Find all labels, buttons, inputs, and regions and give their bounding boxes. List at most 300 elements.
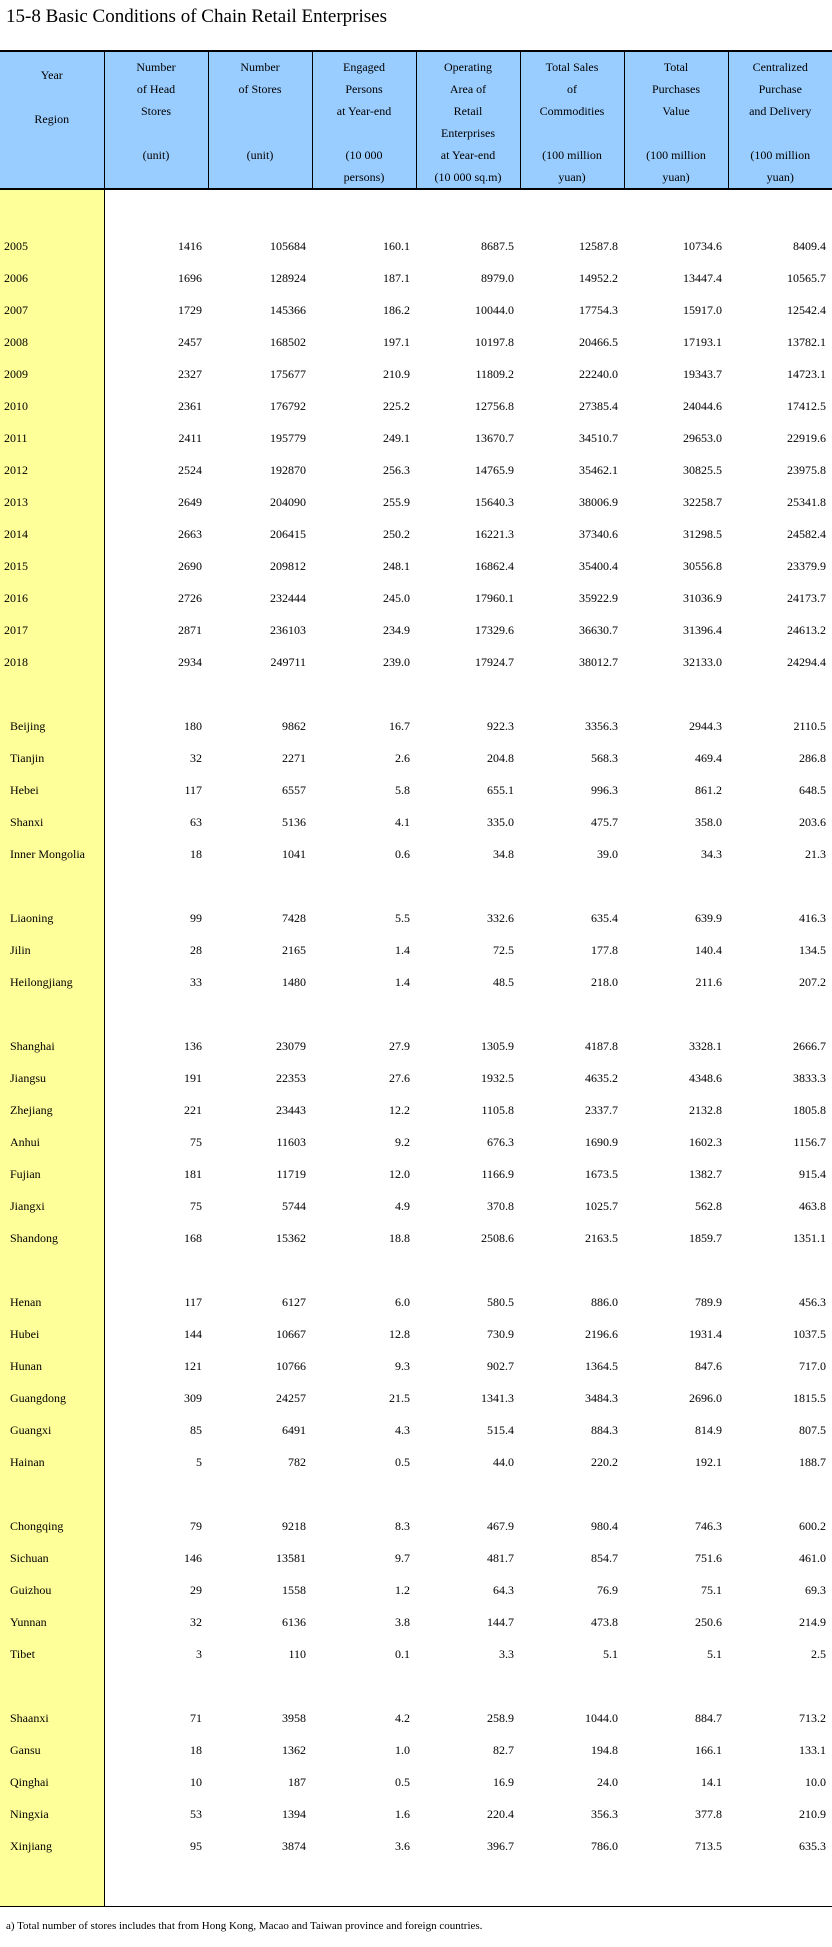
region-row: [0, 1798, 832, 1830]
table-cell: 31298.5: [683, 526, 722, 541]
table-cell: 1859.7: [689, 1230, 722, 1245]
table-cell: 3874: [282, 1838, 306, 1853]
region-row: [0, 1286, 832, 1318]
table-cell: 6136: [282, 1614, 306, 1629]
table-cell: 8687.5: [481, 238, 514, 253]
table-cell: 9.2: [395, 1134, 410, 1149]
region-label: Gansu: [0, 1734, 104, 1766]
spacer-cell: [728, 678, 832, 710]
spacer-cell: [728, 189, 832, 230]
table-cell: 2690: [178, 558, 202, 573]
column-header-line: Engaged: [343, 60, 385, 74]
table-cell: 10667: [276, 1326, 306, 1341]
table-cell: 1480: [282, 974, 306, 989]
table-cell: 99: [190, 910, 202, 925]
table-cell: 14.1: [701, 1774, 722, 1789]
table-cell: 72.5: [493, 942, 514, 957]
region-label: Yunnan: [0, 1606, 104, 1638]
table-cell: 1382.7: [689, 1166, 722, 1181]
table-cell: 4635.2: [585, 1070, 618, 1085]
spacer-cell: [208, 870, 312, 902]
table-cell: 221: [184, 1102, 202, 1117]
year-label: 2011: [0, 422, 104, 454]
column-header-line: of: [567, 82, 577, 96]
table-cell: 884.3: [591, 1422, 618, 1437]
spacer-cell: [312, 1670, 416, 1702]
table-cell: 0.1: [395, 1646, 410, 1661]
table-cell: 30556.8: [683, 558, 722, 573]
table-cell: 5744: [282, 1198, 306, 1213]
year-label: 2018: [0, 646, 104, 678]
table-cell: 13782.1: [787, 334, 826, 349]
table-cell: 1351.1: [793, 1230, 826, 1245]
column-header-line: yuan): [662, 170, 690, 184]
table-cell: 4187.8: [585, 1038, 618, 1053]
spacer-cell: [520, 1254, 624, 1286]
column-header: [624, 51, 728, 189]
region-row: [0, 1606, 832, 1638]
table-cell: 34.8: [493, 846, 514, 861]
header-label-line: [0, 86, 104, 108]
table-cell: 218.0: [591, 974, 618, 989]
table-cell: 25341.8: [787, 494, 826, 509]
table-cell: 5.5: [395, 910, 410, 925]
table-cell: 3.6: [395, 1838, 410, 1853]
table-cell: 12.8: [389, 1326, 410, 1341]
table-cell: 250.2: [383, 526, 410, 541]
table-cell: 5.8: [395, 782, 410, 797]
spacer-row: [0, 1862, 832, 1907]
table-cell: 370.8: [487, 1198, 514, 1213]
region-row: [0, 1542, 832, 1574]
table-cell: 1156.7: [793, 1134, 826, 1149]
table-cell: 27.6: [389, 1070, 410, 1085]
table-cell: 286.8: [799, 750, 826, 765]
table-cell: 13670.7: [475, 430, 514, 445]
year-row: [0, 486, 832, 518]
table-cell: 4.9: [395, 1198, 410, 1213]
spacer-cell: [0, 678, 104, 710]
column-header-line: (100 million: [542, 148, 602, 162]
table-cell: 24294.4: [787, 654, 826, 669]
table-cell: 34.3: [701, 846, 722, 861]
table-cell: 6557: [282, 782, 306, 797]
table-cell: 195779: [270, 430, 306, 445]
region-label: Inner Mongolia: [0, 838, 104, 870]
table-cell: 915.4: [799, 1166, 826, 1181]
column-header-line: Centralized: [752, 60, 808, 74]
region-row: [0, 902, 832, 934]
column-header: [520, 51, 624, 189]
table-cell: 335.0: [487, 814, 514, 829]
region-label: Heilongjiang: [0, 966, 104, 998]
region-row: [0, 1350, 832, 1382]
spacer-cell: [0, 1478, 104, 1510]
table-cell: 861.2: [695, 782, 722, 797]
table-cell: 38006.9: [579, 494, 618, 509]
year-label: 2007: [0, 294, 104, 326]
spacer-cell: [208, 678, 312, 710]
column-header: [416, 51, 520, 189]
column-header-line: Purchase: [758, 82, 802, 96]
table-cell: 145366: [270, 302, 306, 317]
spacer-cell: [208, 1670, 312, 1702]
table-cell: 16.9: [493, 1774, 514, 1789]
table-cell: 76.9: [597, 1582, 618, 1597]
table-cell: 996.3: [591, 782, 618, 797]
spacer-cell: [312, 998, 416, 1030]
region-row: [0, 1030, 832, 1062]
table-cell: 1341.3: [481, 1390, 514, 1405]
spacer-cell: [208, 1862, 312, 1907]
table-cell: 21.5: [389, 1390, 410, 1405]
table-cell: 245.0: [383, 590, 410, 605]
table-cell: 192870: [270, 462, 306, 477]
table-cell: 1690.9: [585, 1134, 618, 1149]
region-row: [0, 742, 832, 774]
table-cell: 249.1: [383, 430, 410, 445]
table-cell: 377.8: [695, 1806, 722, 1821]
table-cell: 475.7: [591, 814, 618, 829]
column-header-line: (unit): [142, 148, 170, 162]
spacer-row: [0, 1478, 832, 1510]
spacer-cell: [104, 678, 208, 710]
table-cell: 34510.7: [579, 430, 618, 445]
table-cell: 1673.5: [585, 1166, 618, 1181]
region-label: Hunan: [0, 1350, 104, 1382]
table-cell: 1041: [282, 846, 306, 861]
table-cell: 15917.0: [683, 302, 722, 317]
table-cell: 38012.7: [579, 654, 618, 669]
table-cell: 2196.6: [585, 1326, 618, 1341]
year-label: 2005: [0, 230, 104, 262]
table-cell: 14765.9: [475, 462, 514, 477]
table-cell: 8979.0: [481, 270, 514, 285]
table-cell: 10565.7: [787, 270, 826, 285]
spacer-cell: [728, 1670, 832, 1702]
table-cell: 220.4: [487, 1806, 514, 1821]
page-title: 15-8 Basic Conditions of Chain Retail Enterprises: [6, 6, 388, 27]
table-cell: 24257: [276, 1390, 306, 1405]
table-cell: 27385.4: [579, 398, 618, 413]
spacer-cell: [0, 870, 104, 902]
spacer-cell: [208, 1254, 312, 1286]
region-row: [0, 838, 832, 870]
table-cell: 207.2: [799, 974, 826, 989]
table-cell: 980.4: [591, 1518, 618, 1533]
table-cell: 210.9: [383, 366, 410, 381]
table-cell: 136: [184, 1038, 202, 1053]
table-cell: 35922.9: [579, 590, 618, 605]
table-cell: 746.3: [695, 1518, 722, 1533]
table-cell: 71: [190, 1710, 202, 1725]
table-cell: 176792: [270, 398, 306, 413]
table-cell: 11719: [276, 1166, 306, 1181]
table-cell: 1602.3: [689, 1134, 722, 1149]
data-table-container: [0, 50, 832, 1907]
table-cell: 30825.5: [683, 462, 722, 477]
table-cell: 17329.6: [475, 622, 514, 637]
table-cell: 16221.3: [475, 526, 514, 541]
table-cell: 13581: [276, 1550, 306, 1565]
table-cell: 2110.5: [793, 718, 826, 733]
table-cell: 713.2: [799, 1710, 826, 1725]
year-row: [0, 646, 832, 678]
table-cell: 2508.6: [481, 1230, 514, 1245]
year-label: 2006: [0, 262, 104, 294]
table-cell: 168502: [270, 334, 306, 349]
region-label: Guangdong: [0, 1382, 104, 1414]
spacer-cell: [312, 1862, 416, 1907]
table-cell: 236103: [270, 622, 306, 637]
table-cell: 786.0: [591, 1838, 618, 1853]
region-label: Jilin: [0, 934, 104, 966]
table-cell: 117: [184, 1294, 202, 1309]
table-cell: 144.7: [487, 1614, 514, 1629]
table-cell: 2524: [178, 462, 202, 477]
spacer-cell: [416, 678, 520, 710]
table-cell: 648.5: [799, 782, 826, 797]
table-cell: 1166.9: [481, 1166, 514, 1181]
table-cell: 79: [190, 1518, 202, 1533]
table-cell: 36630.7: [579, 622, 618, 637]
header-label-line: Year: [40, 68, 63, 82]
column-header-line: [209, 122, 312, 144]
spacer-cell: [312, 189, 416, 230]
table-cell: 1.6: [395, 1806, 410, 1821]
column-header-line: (10 000 sq.m): [434, 170, 502, 184]
column-header-line: Enterprises: [441, 126, 495, 140]
spacer-cell: [416, 1478, 520, 1510]
year-label: 2010: [0, 390, 104, 422]
data-table: [0, 50, 832, 1907]
spacer-cell: [0, 998, 104, 1030]
table-cell: 53: [190, 1806, 202, 1821]
table-cell: 1815.5: [793, 1390, 826, 1405]
column-header: [208, 51, 312, 189]
table-cell: 568.3: [591, 750, 618, 765]
table-cell: 3.8: [395, 1614, 410, 1629]
table-cell: 6491: [282, 1422, 306, 1437]
table-cell: 24044.6: [683, 398, 722, 413]
column-header-line: and Delivery: [749, 104, 812, 118]
table-cell: 3484.3: [585, 1390, 618, 1405]
table-cell: 117: [184, 782, 202, 797]
region-label: Sichuan: [0, 1542, 104, 1574]
region-row: [0, 1126, 832, 1158]
table-cell: 14723.1: [787, 366, 826, 381]
column-header-line: Value: [662, 104, 690, 118]
table-cell: 5.1: [707, 1646, 722, 1661]
header-year-region: [0, 51, 104, 189]
table-cell: 175677: [270, 366, 306, 381]
region-row: [0, 1318, 832, 1350]
table-cell: 24582.4: [787, 526, 826, 541]
column-header-line: [105, 122, 208, 144]
table-cell: 188.7: [799, 1454, 826, 1469]
table-cell: 9862: [282, 718, 306, 733]
region-row: [0, 774, 832, 806]
table-cell: 730.9: [487, 1326, 514, 1341]
table-cell: 467.9: [487, 1518, 514, 1533]
region-row: [0, 1702, 832, 1734]
table-cell: 356.3: [591, 1806, 618, 1821]
table-cell: 2726: [178, 590, 202, 605]
column-header-line: (100 million: [646, 148, 706, 162]
table-cell: 232444: [270, 590, 306, 605]
spacer-cell: [520, 189, 624, 230]
table-cell: 63: [190, 814, 202, 829]
table-cell: 0.5: [395, 1454, 410, 1469]
table-cell: 2649: [178, 494, 202, 509]
table-cell: 2871: [178, 622, 202, 637]
table-cell: 676.3: [487, 1134, 514, 1149]
table-cell: 95: [190, 1838, 202, 1853]
table-cell: 180: [184, 718, 202, 733]
year-row: [0, 614, 832, 646]
table-cell: 22353: [276, 1070, 306, 1085]
table-cell: 1044.0: [585, 1710, 618, 1725]
table-cell: 12.2: [389, 1102, 410, 1117]
table-cell: 18: [190, 846, 202, 861]
table-cell: 2944.3: [689, 718, 722, 733]
table-cell: 12.0: [389, 1166, 410, 1181]
region-label: Shandong: [0, 1222, 104, 1254]
table-cell: 635.4: [591, 910, 618, 925]
column-header-line: [313, 122, 416, 144]
table-cell: 1696: [178, 270, 202, 285]
region-label: Guizhou: [0, 1574, 104, 1606]
spacer-cell: [312, 1254, 416, 1286]
table-cell: 248.1: [383, 558, 410, 573]
spacer-cell: [520, 1478, 624, 1510]
year-label: 2008: [0, 326, 104, 358]
region-row: [0, 966, 832, 998]
table-cell: 192.1: [695, 1454, 722, 1469]
table-cell: 713.5: [695, 1838, 722, 1853]
table-cell: 134.5: [799, 942, 826, 957]
table-cell: 2132.8: [689, 1102, 722, 1117]
table-cell: 140.4: [695, 942, 722, 957]
table-cell: 1.4: [395, 942, 410, 957]
table-cell: 1305.9: [481, 1038, 514, 1053]
region-row: [0, 1574, 832, 1606]
table-cell: 751.6: [695, 1550, 722, 1565]
region-label: Shanxi: [0, 806, 104, 838]
table-cell: 234.9: [383, 622, 410, 637]
region-row: [0, 1062, 832, 1094]
region-label: Qinghai: [0, 1766, 104, 1798]
table-cell: 1037.5: [793, 1326, 826, 1341]
spacer-cell: [208, 998, 312, 1030]
table-cell: 17193.1: [683, 334, 722, 349]
spacer-cell: [208, 1478, 312, 1510]
region-label: Shanghai: [0, 1030, 104, 1062]
table-cell: 4348.6: [689, 1070, 722, 1085]
table-cell: 4.1: [395, 814, 410, 829]
column-header-line: Area of: [449, 82, 487, 96]
spacer-cell: [728, 870, 832, 902]
region-row: [0, 1766, 832, 1798]
table-cell: 396.7: [487, 1838, 514, 1853]
table-cell: 461.0: [799, 1550, 826, 1565]
column-header-line: of Stores: [238, 82, 282, 96]
region-label: Hubei: [0, 1318, 104, 1350]
table-cell: 187.1: [383, 270, 410, 285]
year-row: [0, 422, 832, 454]
region-row: [0, 1414, 832, 1446]
table-cell: 9.7: [395, 1550, 410, 1565]
region-label: Guangxi: [0, 1414, 104, 1446]
table-cell: 9218: [282, 1518, 306, 1533]
table-cell: 32258.7: [683, 494, 722, 509]
table-cell: 2337.7: [585, 1102, 618, 1117]
table-cell: 27.9: [389, 1038, 410, 1053]
table-cell: 12756.8: [475, 398, 514, 413]
table-cell: 2666.7: [793, 1038, 826, 1053]
column-header-line: Commodities: [539, 104, 605, 118]
table-cell: 32: [190, 1614, 202, 1629]
table-cell: 75: [190, 1198, 202, 1213]
table-cell: 3: [196, 1646, 202, 1661]
table-cell: 11603: [276, 1134, 306, 1149]
spacer-row: [0, 189, 832, 230]
region-label: Jiangsu: [0, 1062, 104, 1094]
table-cell: 2696.0: [689, 1390, 722, 1405]
table-cell: 1932.5: [481, 1070, 514, 1085]
table-cell: 358.0: [695, 814, 722, 829]
spacer-cell: [624, 870, 728, 902]
table-cell: 220.2: [591, 1454, 618, 1469]
spacer-cell: [624, 1254, 728, 1286]
table-cell: 11809.2: [475, 366, 514, 381]
table-cell: 191: [184, 1070, 202, 1085]
table-cell: 515.4: [487, 1422, 514, 1437]
table-cell: 24.0: [597, 1774, 618, 1789]
table-cell: 2934: [178, 654, 202, 669]
table-cell: 214.9: [799, 1614, 826, 1629]
table-cell: 854.7: [591, 1550, 618, 1565]
column-header-line: Persons: [345, 82, 383, 96]
year-label: 2014: [0, 518, 104, 550]
year-row: [0, 454, 832, 486]
table-cell: 10: [190, 1774, 202, 1789]
spacer-cell: [416, 1862, 520, 1907]
table-cell: 39.0: [597, 846, 618, 861]
column-header-line: Number: [240, 60, 280, 74]
spacer-cell: [0, 189, 104, 230]
column-header-line: Number: [136, 60, 176, 74]
region-label: Hainan: [0, 1446, 104, 1478]
spacer-cell: [416, 998, 520, 1030]
table-cell: 10734.6: [683, 238, 722, 253]
table-cell: 3356.3: [585, 718, 618, 733]
table-cell: 75.1: [701, 1582, 722, 1597]
spacer-cell: [520, 678, 624, 710]
spacer-cell: [416, 189, 520, 230]
table-cell: 469.4: [695, 750, 722, 765]
table-cell: 32133.0: [683, 654, 722, 669]
column-header-line: at Year-end: [336, 104, 392, 118]
table-cell: 2411: [178, 430, 202, 445]
table-cell: 922.3: [487, 718, 514, 733]
table-cell: 204.8: [487, 750, 514, 765]
table-cell: 166.1: [695, 1742, 722, 1757]
region-row: [0, 1734, 832, 1766]
year-row: [0, 518, 832, 550]
table-cell: 18: [190, 1742, 202, 1757]
table-cell: 15362: [276, 1230, 306, 1245]
